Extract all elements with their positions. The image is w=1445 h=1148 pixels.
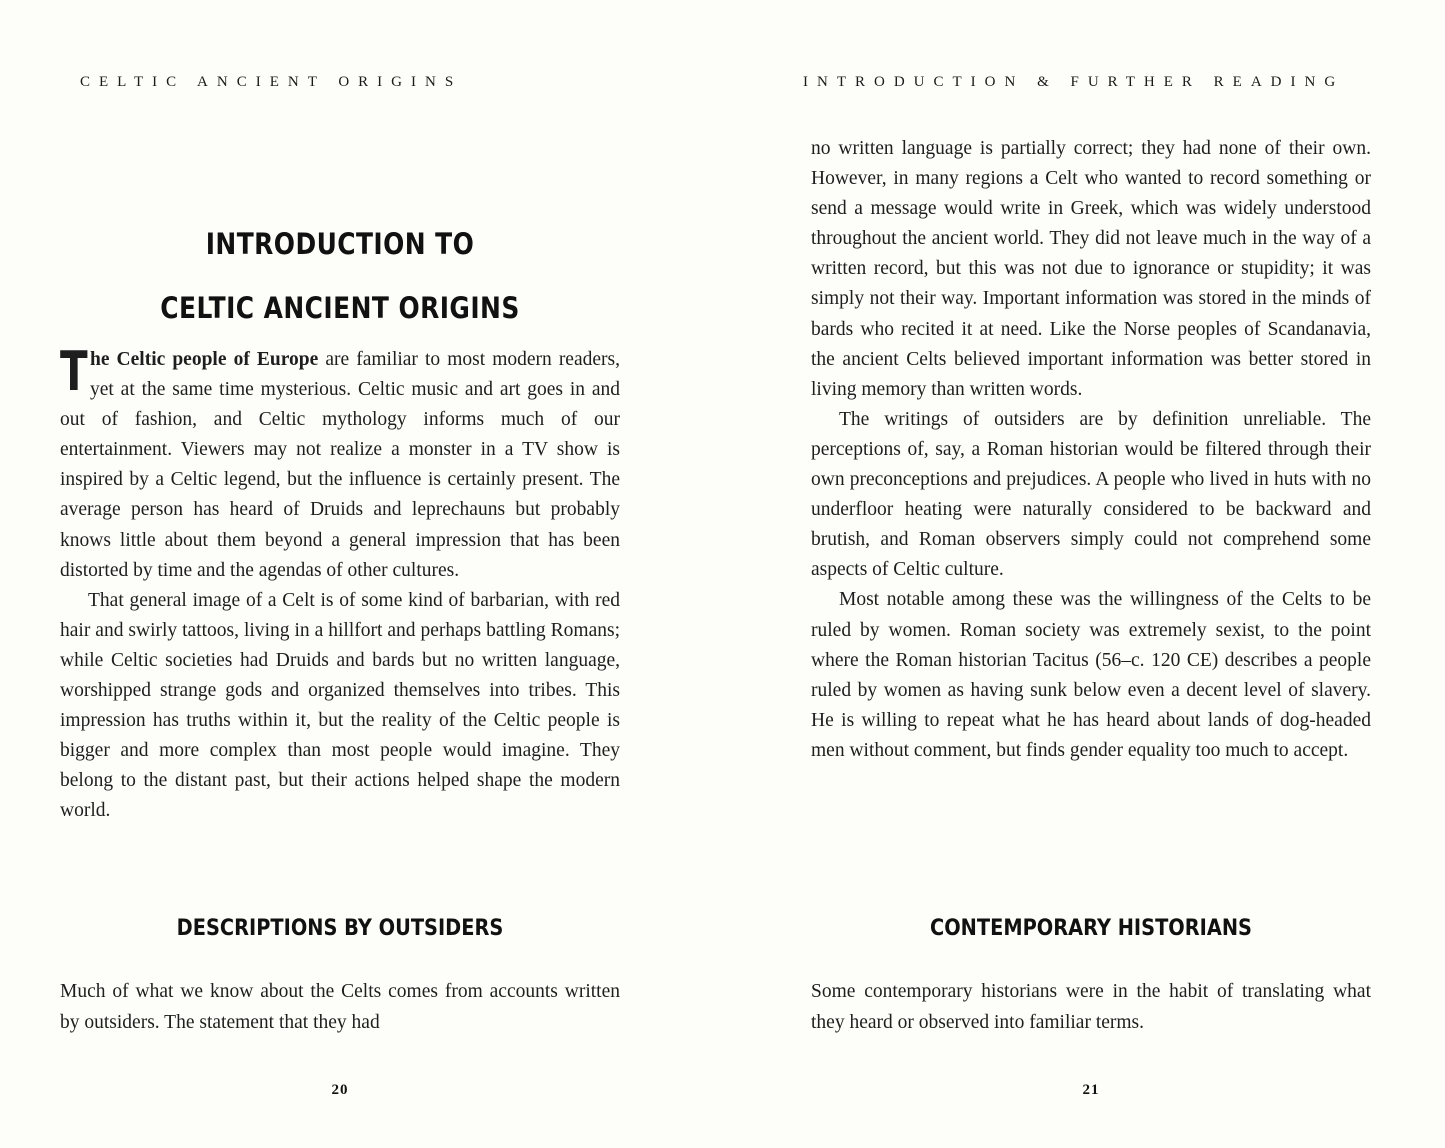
section-heading-left: DESCRIPTIONS BY OUTSIDERS bbox=[176, 916, 504, 941]
drop-cap: T bbox=[60, 340, 88, 403]
paragraph-1 bbox=[60, 340, 620, 586]
right-page bbox=[803, 0, 1371, 1148]
running-head-left: CELTIC ANCIENT ORIGINS bbox=[80, 74, 463, 90]
left-body-text bbox=[60, 340, 620, 827]
right-paragraph-3: Most notable among these was the willingness of the Celts to be ruled by women. Roman society was extremely sexist, to the point where the Roman historian Tacitus (56–c. 120 CE) describes a people ruled by women as having sunk below even a decent level of slavery. He is willing to repeat what he has heard about lands of dog-headed men without comment, but finds gender equality too much to accept. bbox=[811, 589, 1371, 761]
section-paragraph-right: Some contemporary historians were in the habit of translating what they heard or observed into familiar terms. bbox=[811, 981, 1371, 1033]
right-body-text bbox=[811, 134, 1371, 766]
right-section-body bbox=[811, 977, 1371, 1038]
paragraph-2: That general image of a Celt is of some kind of barbarian, with red hair and swirly tattoos, living in a hillfort and perhaps battling Romans; while Celtic societies had Druids and bards but no written language, worshipped strange gods and organized themselves into tribes. This impression has truths within it, but the reality of the Celtic people is bigger and more complex than most people would imagine. They belong to the distant past, but their actions helped shape the modern world. bbox=[60, 589, 620, 822]
page-number-right: 21 bbox=[1082, 1082, 1100, 1098]
section-paragraph-left: Much of what we know about the Celts comes from accounts written by outsiders. The statement that they had bbox=[60, 981, 620, 1033]
page-number-left: 20 bbox=[331, 1082, 349, 1098]
left-section-body bbox=[60, 977, 620, 1038]
lead-in: he Celtic people of Europe bbox=[90, 349, 319, 370]
left-page bbox=[60, 0, 620, 1148]
running-head-right: INTRODUCTION & FURTHER READING bbox=[803, 74, 1345, 90]
chapter-title bbox=[99, 212, 581, 340]
right-paragraph-2: The writings of outsiders are by definition unreliable. The perceptions of, say, a Roman historian would be filtered through their own preconceptions and prejudices. A people who lived in huts with no underfloor heating were naturally considered to be backward and brutish, and Roman observers simply could not comprehend some aspects of Celtic culture. bbox=[811, 408, 1371, 581]
chapter-title-line-1: INTRODUCTION TO bbox=[205, 227, 475, 261]
chapter-title-line-2: CELTIC ANCIENT ORIGINS bbox=[160, 291, 520, 325]
right-paragraph-1: no written language is partially correct; they had none of their own. However, in many regions a Celt who wanted to record something or send a message would write in Greek, which was widely understood throughout the ancient world. They did not leave much in the way of a written record, but this was not due to ignorance or stupidity; it was simply not their way. Important information was stored in the minds of bards who recited it at need. Like the Norse peoples of Scandanavia, the ancient Celts believed important information was better stored in living memory than written words. bbox=[811, 138, 1371, 400]
paragraph-1-text: are familiar to most modern readers, yet at the same time mysterious. Celtic music and art goes in and out of fashion, and Celtic mythology informs much of our entertainment. Viewers may not realize a monster in a TV show is inspired by a Celtic legend, but the influence is certainly present. The average person has heard of Druids and leprechauns but probably knows little about them beyond a general impression that has been distorted by time and the agendas of other cultures. bbox=[60, 349, 620, 581]
section-heading-right: CONTEMPORARY HISTORIANS bbox=[930, 916, 1252, 941]
